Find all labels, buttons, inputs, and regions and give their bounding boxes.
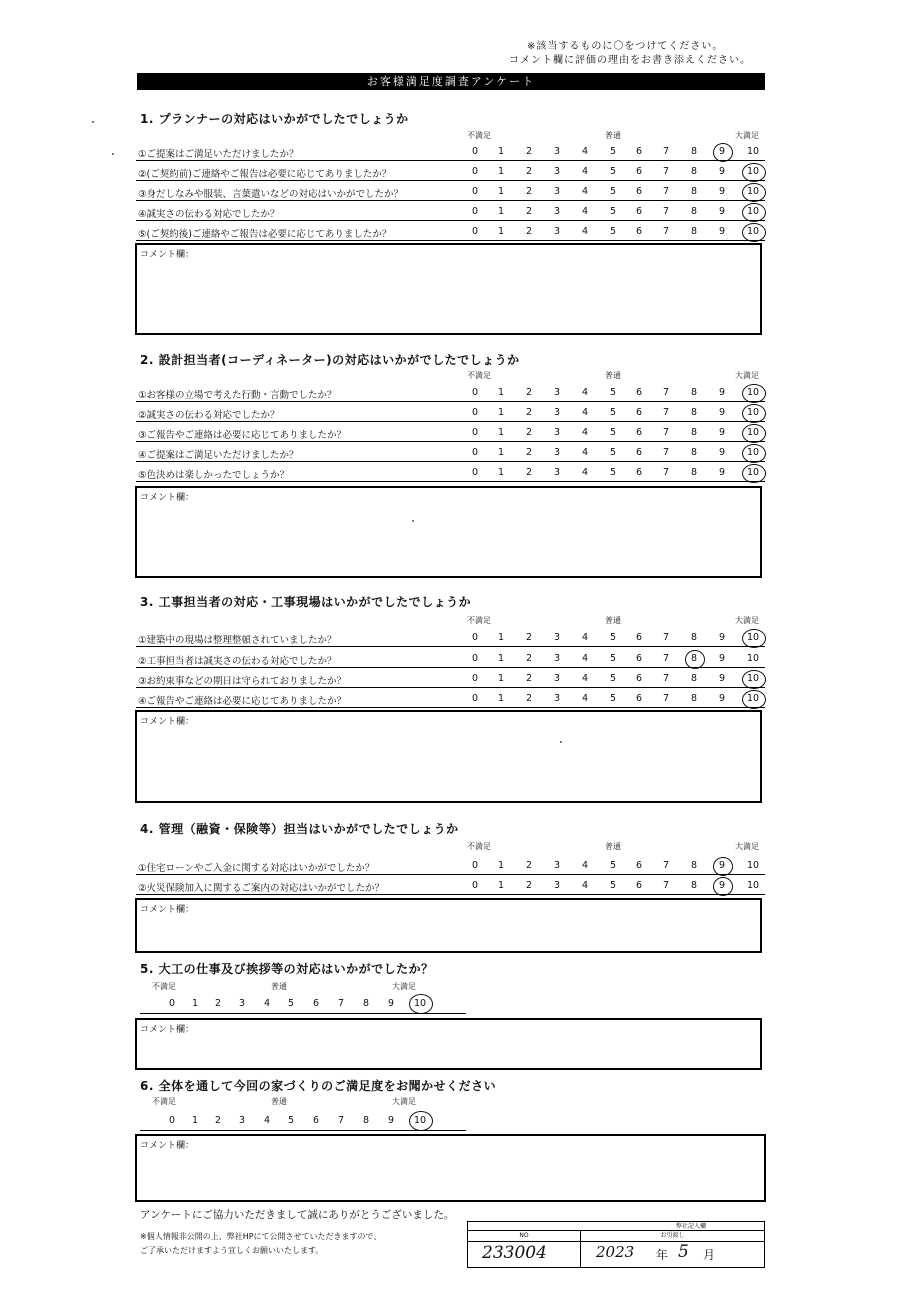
score-option[interactable]: 4: [581, 467, 589, 478]
score-option[interactable]: 7: [662, 407, 670, 418]
score-option[interactable]: 2: [525, 860, 533, 871]
score-option[interactable]: 2: [525, 186, 533, 197]
score-option[interactable]: 9: [387, 998, 395, 1009]
score-option[interactable]: 7: [662, 186, 670, 197]
score-option[interactable]: 2: [525, 447, 533, 458]
score-option[interactable]: 9: [718, 447, 726, 458]
row-divider: [136, 646, 765, 647]
comment-label: コメント欄：: [140, 1025, 195, 1035]
score-option[interactable]: 6: [312, 998, 320, 1009]
score-option[interactable]: 5: [609, 387, 617, 398]
score-option[interactable]: 9: [718, 387, 726, 398]
score-option[interactable]: 9: [718, 186, 726, 197]
comment-label: コメント欄：: [140, 717, 195, 727]
score-option[interactable]: 9: [387, 1115, 395, 1126]
section-2-comment-box[interactable]: [135, 486, 762, 578]
score-option[interactable]: 10: [746, 693, 760, 704]
section-1-title: 1. プランナーの対応はいかがでしたでしょうか: [140, 112, 409, 126]
score-option[interactable]: 0: [471, 653, 479, 664]
score-option[interactable]: 8: [690, 166, 698, 177]
score-option[interactable]: 0: [471, 467, 479, 478]
scale-label-high: 大満足: [735, 616, 759, 625]
section-6-title: 6. 全体を通して今回の家づくりのご満足度をお聞かせください: [140, 1079, 497, 1093]
score-option[interactable]: 8: [362, 1115, 370, 1126]
score-option[interactable]: 9: [718, 860, 726, 871]
comment-label: コメント欄：: [140, 905, 195, 915]
score-option[interactable]: 7: [662, 427, 670, 438]
score-option[interactable]: 8: [690, 427, 698, 438]
table-divider: [580, 1242, 581, 1267]
score-option[interactable]: 6: [635, 166, 643, 177]
question-text: ⑤色決めは楽しかったでしょうか？: [138, 470, 290, 481]
score-option[interactable]: 3: [553, 673, 561, 684]
score-option[interactable]: 2: [525, 653, 533, 664]
score-option[interactable]: 3: [553, 860, 561, 871]
score-option[interactable]: 10: [746, 166, 760, 177]
row-divider: [136, 401, 765, 402]
score-option[interactable]: 6: [635, 407, 643, 418]
form-title: お客様満足度調査アンケート: [137, 73, 765, 90]
handover-label: お引渡し: [580, 1231, 764, 1242]
thanks-message: アンケートにご協力いただきまして誠にありがとうございました。: [140, 1209, 455, 1221]
score-option[interactable]: 1: [497, 226, 505, 237]
score-option[interactable]: 6: [635, 673, 643, 684]
score-option[interactable]: 7: [662, 653, 670, 664]
score-option[interactable]: 6: [635, 387, 643, 398]
row-divider: [136, 874, 765, 875]
score-option[interactable]: 1: [497, 880, 505, 891]
question-text: ①建築中の現場は整理整頓されていましたか？: [138, 635, 337, 646]
score-option[interactable]: 2: [525, 427, 533, 438]
row-divider: [140, 1130, 466, 1131]
question-text: ④ご報告やご連絡は必要に応じてありましたか？: [138, 696, 347, 707]
scan-speck: [92, 121, 94, 123]
question-text: ③ご報告やご連絡は必要に応じてありましたか？: [138, 430, 347, 441]
score-option[interactable]: 1: [191, 998, 199, 1009]
scale-label-mid: 普通: [605, 616, 621, 625]
scale-label-high: 大満足: [392, 1097, 416, 1106]
score-option[interactable]: 4: [581, 447, 589, 458]
score-option[interactable]: 8: [690, 387, 698, 398]
score-option[interactable]: 7: [662, 146, 670, 157]
score-option[interactable]: 1: [497, 860, 505, 871]
score-option[interactable]: 6: [635, 693, 643, 704]
score-option[interactable]: 3: [238, 998, 246, 1009]
score-option[interactable]: 9: [718, 226, 726, 237]
section-2-title: 2. 設計担当者(コーディネーター)の対応はいかがでしたでしょうか: [140, 353, 520, 367]
score-option[interactable]: 3: [553, 427, 561, 438]
comment-label: コメント欄：: [140, 250, 195, 260]
score-option[interactable]: 7: [662, 387, 670, 398]
score-option[interactable]: 9: [718, 206, 726, 217]
row-divider: [140, 1013, 466, 1014]
score-option[interactable]: 1: [497, 447, 505, 458]
scale-label-high: 大満足: [392, 982, 416, 991]
score-option[interactable]: 5: [609, 632, 617, 643]
score-option[interactable]: 3: [553, 387, 561, 398]
score-option[interactable]: 1: [497, 146, 505, 157]
scale-label-mid: 普通: [271, 1097, 287, 1106]
score-option[interactable]: 8: [690, 673, 698, 684]
score-option[interactable]: 9: [718, 673, 726, 684]
score-option[interactable]: 1: [497, 467, 505, 478]
score-option[interactable]: 6: [635, 206, 643, 217]
score-option[interactable]: 8: [690, 653, 698, 664]
score-option[interactable]: 9: [718, 146, 726, 157]
score-option[interactable]: 9: [718, 467, 726, 478]
score-option[interactable]: 4: [581, 226, 589, 237]
section-4-comment-box[interactable]: [135, 898, 762, 953]
score-option[interactable]: 10: [746, 206, 760, 217]
scale-label-low: 不満足: [152, 982, 176, 991]
score-option[interactable]: 2: [525, 632, 533, 643]
comment-label: コメント欄：: [140, 493, 195, 503]
score-option[interactable]: 3: [553, 226, 561, 237]
score-option[interactable]: 0: [471, 693, 479, 704]
scale-label-high: 大満足: [735, 131, 759, 140]
score-option[interactable]: 0: [168, 998, 176, 1009]
instruction-line-1: ※該当するものに〇をつけてください。: [527, 41, 724, 52]
score-option[interactable]: 10: [413, 1115, 427, 1126]
score-option[interactable]: 8: [690, 407, 698, 418]
score-option[interactable]: 6: [312, 1115, 320, 1126]
score-option[interactable]: 2: [214, 1115, 222, 1126]
score-option[interactable]: 2: [525, 387, 533, 398]
score-option[interactable]: 0: [471, 226, 479, 237]
score-option[interactable]: 2: [525, 880, 533, 891]
scale-label-high: 大満足: [735, 842, 759, 851]
question-text: ②(ご契約前)ご連絡やご報告は必要に応じてありましたか？: [138, 169, 392, 180]
score-option[interactable]: 8: [690, 880, 698, 891]
score-option[interactable]: 4: [581, 166, 589, 177]
score-option[interactable]: 10: [746, 860, 760, 871]
score-option[interactable]: 8: [690, 467, 698, 478]
row-divider: [136, 180, 765, 181]
score-option[interactable]: 2: [525, 467, 533, 478]
row-divider: [136, 667, 765, 668]
score-option[interactable]: 2: [214, 998, 222, 1009]
score-option[interactable]: 5: [609, 467, 617, 478]
score-option[interactable]: 3: [553, 653, 561, 664]
scale-label-mid: 普通: [605, 131, 621, 140]
score-option[interactable]: 0: [471, 860, 479, 871]
score-option[interactable]: 8: [690, 146, 698, 157]
score-option[interactable]: 1: [497, 693, 505, 704]
section-5-comment-box[interactable]: [135, 1018, 762, 1070]
score-option[interactable]: 5: [609, 653, 617, 664]
score-option[interactable]: 5: [609, 166, 617, 177]
row-divider: [136, 894, 765, 895]
score-option[interactable]: 4: [581, 206, 589, 217]
row-divider: [136, 481, 765, 482]
score-option[interactable]: 5: [609, 206, 617, 217]
question-text: ①住宅ローンやご入金に関する対応はいかがでしたか？: [138, 863, 375, 874]
score-option[interactable]: 7: [662, 673, 670, 684]
question-text: ④ご提案はご満足いただけましたか？: [138, 450, 299, 461]
scale-label-mid: 普通: [271, 982, 287, 991]
score-option[interactable]: 10: [413, 998, 427, 1009]
score-option[interactable]: 8: [690, 632, 698, 643]
score-option[interactable]: 3: [553, 693, 561, 704]
row-divider: [136, 441, 765, 442]
question-text: ②工事担当者は誠実さの伝わる対応でしたか？: [138, 656, 337, 667]
scan-speck: [412, 520, 414, 522]
question-text: ④誠実さの伝わる対応でしたか？: [138, 209, 280, 220]
score-option[interactable]: 9: [718, 653, 726, 664]
score-option[interactable]: 5: [609, 146, 617, 157]
score-option[interactable]: 10: [746, 407, 760, 418]
row-divider: [136, 220, 765, 221]
score-option[interactable]: 1: [497, 206, 505, 217]
score-option[interactable]: 10: [746, 146, 760, 157]
score-option[interactable]: 5: [609, 427, 617, 438]
score-option[interactable]: 7: [662, 860, 670, 871]
score-option[interactable]: 5: [609, 447, 617, 458]
score-option[interactable]: 0: [471, 447, 479, 458]
score-option[interactable]: 3: [553, 166, 561, 177]
score-option[interactable]: 2: [525, 407, 533, 418]
section-4-title: 4. 管理（融資・保険等）担当はいかがでしたでしょうか: [140, 822, 459, 836]
selected-score-circle: [409, 994, 433, 1014]
score-option[interactable]: 5: [287, 998, 295, 1009]
score-option[interactable]: 6: [635, 226, 643, 237]
selected-score-circle: [409, 1111, 433, 1131]
scale-label-low: 不満足: [467, 131, 491, 140]
score-option[interactable]: 10: [746, 467, 760, 478]
score-option[interactable]: 8: [690, 860, 698, 871]
score-option[interactable]: 4: [581, 427, 589, 438]
score-option[interactable]: 9: [718, 693, 726, 704]
privacy-note-1: ※個人情報非公開の上、弊社HPにて公開させていただきますので、: [140, 1232, 382, 1241]
score-option[interactable]: 2: [525, 146, 533, 157]
score-option[interactable]: 4: [581, 693, 589, 704]
question-text: ①お客様の立場で考えた行動・言動でしたか？: [138, 390, 337, 401]
score-option[interactable]: 5: [609, 693, 617, 704]
score-option[interactable]: 2: [525, 673, 533, 684]
score-option[interactable]: 1: [497, 653, 505, 664]
score-option[interactable]: 8: [690, 693, 698, 704]
score-option[interactable]: 1: [497, 427, 505, 438]
score-option[interactable]: 4: [581, 673, 589, 684]
score-option[interactable]: 3: [553, 146, 561, 157]
scale-label-low: 不満足: [467, 616, 491, 625]
month-label: 月: [703, 1248, 716, 1262]
score-option[interactable]: 6: [635, 146, 643, 157]
section-5-title: 5. 大工の仕事及び挨拶等の対応はいかがでしたか？: [140, 962, 434, 976]
score-option[interactable]: 3: [553, 186, 561, 197]
scan-speck: [560, 741, 562, 743]
row-divider: [136, 240, 765, 241]
score-option[interactable]: 8: [362, 998, 370, 1009]
score-option[interactable]: 10: [746, 632, 760, 643]
score-option[interactable]: 7: [662, 166, 670, 177]
score-option[interactable]: 0: [471, 146, 479, 157]
score-option[interactable]: 6: [635, 860, 643, 871]
score-option[interactable]: 1: [497, 407, 505, 418]
question-text: ⑤(ご契約後)ご連絡やご報告は必要に応じてありましたか？: [138, 229, 392, 240]
score-option[interactable]: 3: [553, 206, 561, 217]
score-option[interactable]: 5: [609, 860, 617, 871]
score-option[interactable]: 4: [581, 880, 589, 891]
score-option[interactable]: 10: [746, 653, 760, 664]
scale-label-mid: 普通: [605, 842, 621, 851]
question-text: ③お約束事などの期日は守られておりましたか？: [138, 676, 347, 687]
score-option[interactable]: 6: [635, 186, 643, 197]
score-option[interactable]: 7: [337, 998, 345, 1009]
year-value[interactable]: 2023: [596, 1243, 635, 1261]
score-option[interactable]: 4: [263, 1115, 271, 1126]
score-option[interactable]: 0: [471, 673, 479, 684]
score-option[interactable]: 0: [168, 1115, 176, 1126]
score-option[interactable]: 6: [635, 632, 643, 643]
scan-speck: [112, 153, 114, 155]
score-option[interactable]: 0: [471, 880, 479, 891]
score-option[interactable]: 0: [471, 206, 479, 217]
year-label: 年: [656, 1248, 669, 1262]
score-option[interactable]: 7: [662, 632, 670, 643]
score-option[interactable]: 10: [746, 226, 760, 237]
no-value[interactable]: 233004: [482, 1243, 547, 1263]
office-use-table: [467, 1221, 765, 1268]
row-divider: [136, 687, 765, 688]
score-option[interactable]: 7: [662, 693, 670, 704]
privacy-note-2: ご了承いただけますよう宜しくお願いいたします。: [140, 1246, 324, 1255]
score-option[interactable]: 9: [718, 427, 726, 438]
section-1-comment-box[interactable]: [135, 243, 762, 335]
question-text: ②火災保険加入に関するご案内の対応はいかがでしたか？: [138, 883, 385, 894]
score-option[interactable]: 2: [525, 166, 533, 177]
score-option[interactable]: 1: [497, 673, 505, 684]
instruction-line-2: コメント欄に評価の理由をお書き添えください。: [509, 55, 751, 66]
section-3-title: 3. 工事担当者の対応・工事現場はいかがでしたでしょうか: [140, 595, 472, 609]
score-option[interactable]: 7: [662, 447, 670, 458]
score-option[interactable]: 6: [635, 467, 643, 478]
scale-label-low: 不満足: [467, 842, 491, 851]
score-option[interactable]: 9: [718, 880, 726, 891]
office-table-header: 弊社記入欄: [468, 1222, 764, 1231]
score-option[interactable]: 10: [746, 427, 760, 438]
score-option[interactable]: 6: [635, 447, 643, 458]
row-divider: [136, 421, 765, 422]
score-option[interactable]: 3: [238, 1115, 246, 1126]
score-option[interactable]: 7: [662, 206, 670, 217]
scale-label-low: 不満足: [152, 1097, 176, 1106]
score-option[interactable]: 8: [690, 447, 698, 458]
score-option[interactable]: 9: [718, 166, 726, 177]
score-option[interactable]: 2: [525, 693, 533, 704]
score-option[interactable]: 1: [191, 1115, 199, 1126]
no-label: NO: [468, 1231, 580, 1242]
score-option[interactable]: 1: [497, 387, 505, 398]
section-6-comment-box[interactable]: [135, 1134, 766, 1202]
score-option[interactable]: 0: [471, 186, 479, 197]
score-option[interactable]: 8: [690, 206, 698, 217]
score-option[interactable]: 2: [525, 226, 533, 237]
score-option[interactable]: 0: [471, 427, 479, 438]
scale-label-mid: 普通: [605, 371, 621, 380]
score-option[interactable]: 4: [581, 632, 589, 643]
score-option[interactable]: 3: [553, 467, 561, 478]
score-option[interactable]: 5: [609, 880, 617, 891]
score-option[interactable]: 10: [746, 880, 760, 891]
score-option[interactable]: 7: [662, 226, 670, 237]
score-option[interactable]: 4: [581, 860, 589, 871]
scale-label-high: 大満足: [735, 371, 759, 380]
comment-label: コメント欄：: [140, 1141, 195, 1151]
score-option[interactable]: 4: [581, 407, 589, 418]
score-option[interactable]: 6: [635, 880, 643, 891]
score-option[interactable]: 9: [718, 407, 726, 418]
scale-label-low: 不満足: [467, 371, 491, 380]
score-option[interactable]: 8: [690, 186, 698, 197]
score-option[interactable]: 0: [471, 166, 479, 177]
question-text: ②誠実さの伝わる対応でしたか？: [138, 410, 280, 421]
section-3-comment-box[interactable]: [135, 710, 762, 803]
score-option[interactable]: 5: [609, 226, 617, 237]
score-option[interactable]: 5: [609, 186, 617, 197]
row-divider: [136, 707, 765, 708]
score-option[interactable]: 8: [690, 226, 698, 237]
score-option[interactable]: 4: [581, 146, 589, 157]
score-option[interactable]: 4: [263, 998, 271, 1009]
question-text: ①ご提案はご満足いただけましたか？: [138, 149, 299, 160]
row-divider: [136, 200, 765, 201]
row-divider: [136, 461, 765, 462]
score-option[interactable]: 6: [635, 427, 643, 438]
score-option[interactable]: 7: [662, 880, 670, 891]
row-divider: [136, 160, 765, 161]
score-option[interactable]: 3: [553, 407, 561, 418]
score-option[interactable]: 1: [497, 186, 505, 197]
score-option[interactable]: 4: [581, 653, 589, 664]
score-option[interactable]: 10: [746, 673, 760, 684]
score-option[interactable]: 1: [497, 166, 505, 177]
score-option[interactable]: 9: [718, 632, 726, 643]
score-option[interactable]: 4: [581, 186, 589, 197]
score-option[interactable]: 3: [553, 880, 561, 891]
score-option[interactable]: 1: [497, 632, 505, 643]
score-option[interactable]: 5: [609, 673, 617, 684]
score-option[interactable]: 7: [662, 467, 670, 478]
score-option[interactable]: 0: [471, 387, 479, 398]
score-option[interactable]: 0: [471, 632, 479, 643]
score-option[interactable]: 5: [287, 1115, 295, 1126]
score-option[interactable]: 6: [635, 653, 643, 664]
score-option[interactable]: 3: [553, 632, 561, 643]
score-option[interactable]: 3: [553, 447, 561, 458]
score-option[interactable]: 10: [746, 387, 760, 398]
score-option[interactable]: 4: [581, 387, 589, 398]
score-option[interactable]: 0: [471, 407, 479, 418]
question-text: ③身だしなみや服装、言葉遣いなどの対応はいかがでしたか？: [138, 189, 404, 200]
score-option[interactable]: 7: [337, 1115, 345, 1126]
score-option[interactable]: 2: [525, 206, 533, 217]
month-value[interactable]: 5: [678, 1242, 689, 1262]
score-option[interactable]: 5: [609, 407, 617, 418]
score-option[interactable]: 10: [746, 186, 760, 197]
score-option[interactable]: 10: [746, 447, 760, 458]
